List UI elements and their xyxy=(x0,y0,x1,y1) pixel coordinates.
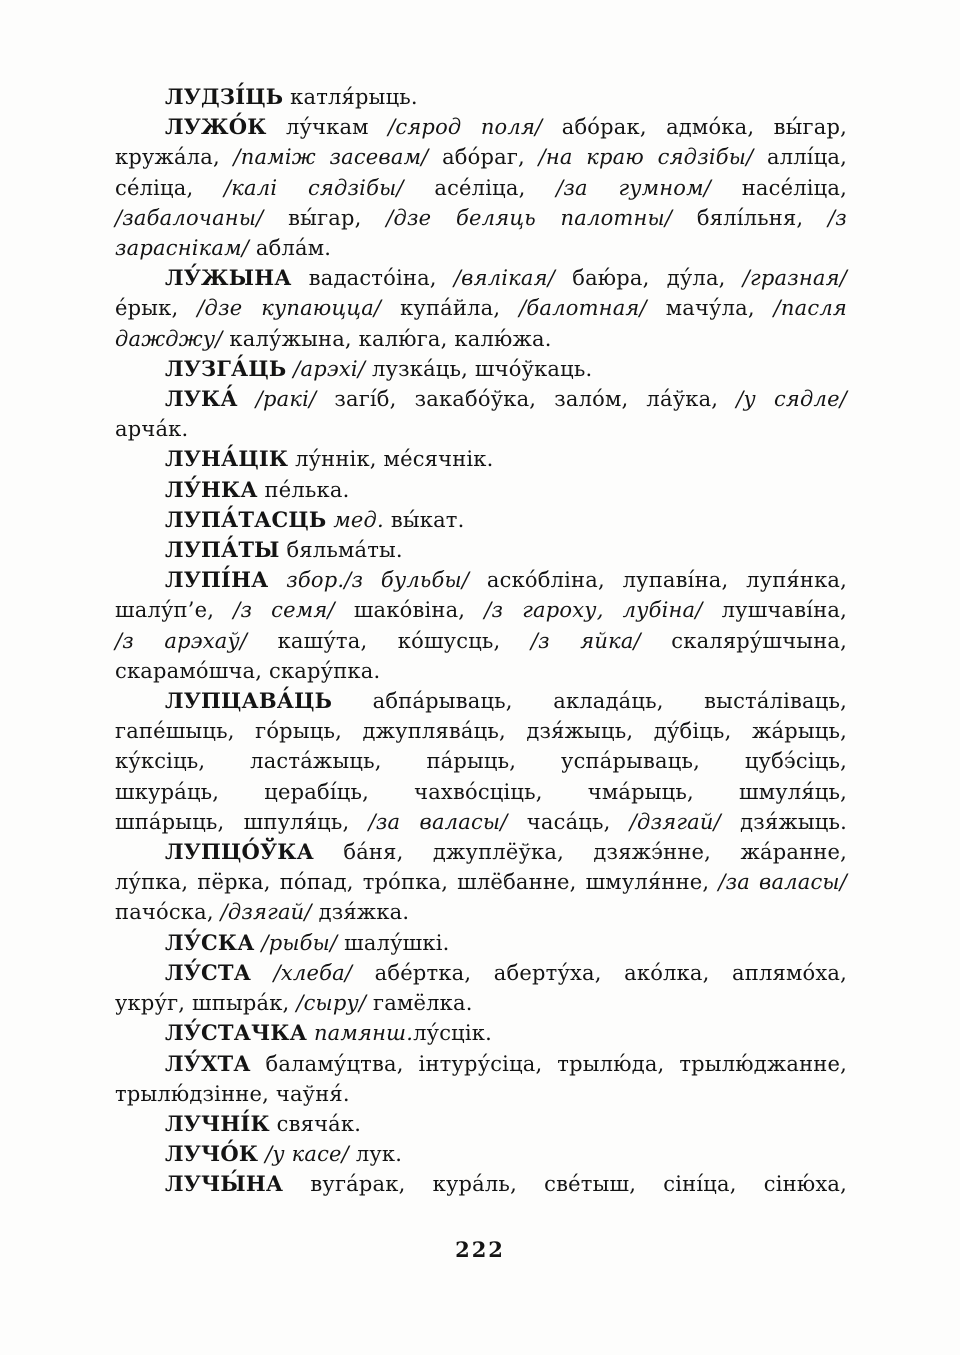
entry-first-line xyxy=(115,112,847,142)
entry-line xyxy=(115,1079,847,1109)
entry-line xyxy=(115,746,847,776)
synonyms-text: е́рык, xyxy=(115,296,198,321)
headword: ЛУКА́ xyxy=(165,386,238,412)
synonyms-text: арча́к. xyxy=(115,417,189,442)
synonyms-text: пачо́ска, xyxy=(115,900,221,925)
context-label: /сярод поля/ xyxy=(388,115,543,140)
context-label: /пасля xyxy=(773,296,847,321)
context-label: /з яйка/ xyxy=(530,628,641,653)
context-label: /у касе/ xyxy=(265,1142,349,1167)
dictionary-entry xyxy=(115,686,847,837)
entry-first-line xyxy=(115,535,847,565)
entry-line xyxy=(115,777,847,807)
synonyms-text: ку́ксіць, ласта́жыць, па́рыць, успа́рываць, цубэ́сіць, xyxy=(115,749,847,774)
context-label: /з семя/ xyxy=(233,598,335,623)
synonyms-text: абе́ртка, аберту́ха, ако́лка, аплямо́ха, xyxy=(352,960,847,985)
headword: ЛУПЦАВА́ЦЬ xyxy=(165,688,333,714)
context-label: /дзягай/ xyxy=(629,809,721,834)
synonyms-text: лу́пка, пёрка, по́пад, тро́пка, шлёбанне, шмуля́нне, xyxy=(115,870,719,895)
dictionary-entry xyxy=(115,475,847,505)
context-label: /хлеба/ xyxy=(273,960,353,985)
context-label: /паміж засевам/ xyxy=(233,145,429,170)
context-label: /вялікая/ xyxy=(453,266,556,291)
dictionary-text-block xyxy=(115,82,847,1200)
headword: ЛУ́НКА xyxy=(165,476,258,502)
headword: ЛУЧЫ́НА xyxy=(165,1171,284,1197)
dictionary-entry xyxy=(115,958,847,1018)
entry-line xyxy=(115,293,847,323)
synonyms-text: лук. xyxy=(348,1142,403,1167)
entry-line xyxy=(115,897,847,927)
dictionary-entry xyxy=(115,837,847,928)
entry-line xyxy=(115,233,847,263)
synonyms-text xyxy=(307,1021,314,1045)
headword: ЛУ́СТАЧКА xyxy=(165,1020,308,1046)
synonyms-text: кружа́ла, xyxy=(115,145,234,170)
synonyms-text: калу́жына, калю́га, калю́жа. xyxy=(222,326,552,351)
entry-line xyxy=(115,142,847,172)
synonyms-text: пе́лька. xyxy=(257,477,350,502)
entry-line xyxy=(115,656,847,686)
context-label: /у сядле/ xyxy=(736,387,847,412)
context-label: /дзе купаюцца/ xyxy=(197,296,382,321)
context-label: /сыру/ xyxy=(296,991,367,1016)
synonyms-text: лузка́ць, шчо́ўкаць. xyxy=(365,356,593,381)
headword: ЛУ́ХТА xyxy=(165,1050,251,1076)
dictionary-entry xyxy=(115,384,847,444)
headword: ЛУ́ЖЫНА xyxy=(165,265,292,291)
context-label: дажджу/ xyxy=(115,326,223,351)
synonyms-text: насе́ліца, xyxy=(711,175,847,200)
entry-first-line xyxy=(115,475,847,505)
entry-line xyxy=(115,595,847,625)
context-label: /арэхі/ xyxy=(293,356,366,381)
synonyms-text: баламу́цтва, інтуру́сіца, трылю́да, трылю́джанне, xyxy=(250,1051,847,1076)
entry-line xyxy=(115,626,847,656)
entry-line xyxy=(115,324,847,354)
dictionary-entry xyxy=(115,82,847,112)
synonyms-text: шако́віна, xyxy=(334,598,485,623)
context-label: /рыбы/ xyxy=(261,930,338,955)
synonyms-text: бялі́льня, xyxy=(672,205,829,230)
context-label: збор./з бульбы/ xyxy=(286,568,470,593)
synonyms-text: шалу́п’е, xyxy=(115,598,234,623)
headword: ЛУЧНІ́К xyxy=(165,1110,270,1136)
dictionary-entry xyxy=(115,1018,847,1048)
entry-first-line xyxy=(115,958,847,988)
dictionary-entry xyxy=(115,1139,847,1169)
synonyms-text: лушчаві́на, xyxy=(702,598,847,623)
dictionary-entry xyxy=(115,1109,847,1139)
context-label: /гразная/ xyxy=(742,266,847,291)
dictionary-entry xyxy=(115,1169,847,1199)
headword: ЛУ́СТА xyxy=(165,959,252,985)
entry-line xyxy=(115,867,847,897)
synonyms-text: трылю́дзінне, чаўня́. xyxy=(115,1081,350,1106)
synonyms-text: вуга́рак, кура́ль, све́тыш, сіні́ца, сіню́ха, xyxy=(283,1172,847,1197)
dictionary-entry xyxy=(115,535,847,565)
entry-line xyxy=(115,988,847,1018)
synonyms-text: кашу́та, ко́шусць, xyxy=(247,628,531,653)
synonyms-text: лу́сцік. xyxy=(413,1021,492,1046)
entry-first-line xyxy=(115,565,847,595)
synonyms-text: гапе́шыць, го́рыць, джуплява́ць, дзя́жыць, ду́біць, жа́рыць, xyxy=(115,719,847,744)
entry-first-line xyxy=(115,1049,847,1079)
context-label: /за валасы/ xyxy=(368,809,508,834)
synonyms-text xyxy=(238,387,256,411)
entry-first-line xyxy=(115,82,847,112)
headword: ЛУЧО́К xyxy=(165,1141,259,1167)
entry-first-line xyxy=(115,384,847,414)
synonyms-text: катля́рыць. xyxy=(283,85,418,109)
headword: ЛУПЦО́ЎКА xyxy=(165,839,314,865)
context-label: /забалочаны/ xyxy=(115,205,264,230)
synonyms-text: часа́ць, xyxy=(507,809,630,834)
context-label: /калі сядзібы/ xyxy=(224,175,404,200)
synonyms-text: вадасто́іна, xyxy=(291,266,454,291)
synonyms-text: ба́ня, джуплёўка, дзяжэ́нне, жа́ранне, xyxy=(313,840,847,865)
synonyms-text: аско́бліна, лупаві́на, лупя́нка, xyxy=(469,568,847,593)
entry-first-line xyxy=(115,1169,847,1199)
entry-first-line xyxy=(115,928,847,958)
synonyms-text: абла́м. xyxy=(249,236,332,261)
dictionary-entry xyxy=(115,1049,847,1109)
synonyms-text: укру́г, шпыра́к, xyxy=(115,991,297,1016)
entry-line xyxy=(115,807,847,837)
synonyms-text: або́рак, адмо́ка, вы́гар, xyxy=(542,115,847,140)
synonyms-text: загі́б, закабо́ўка, зало́м, ла́ўка, xyxy=(316,387,737,412)
context-label: памянш. xyxy=(313,1021,414,1046)
context-label: /з гароху, лубіна/ xyxy=(484,598,703,623)
entry-first-line xyxy=(115,1109,847,1139)
context-label: /ракі/ xyxy=(255,387,317,412)
dictionary-entry xyxy=(115,112,847,263)
headword: ЛУПІ́НА xyxy=(165,567,269,593)
headword: ЛУНА́ЦІК xyxy=(165,446,289,472)
entry-line xyxy=(115,716,847,746)
synonyms-text: се́ліца, xyxy=(115,175,225,200)
entry-first-line xyxy=(115,1139,847,1169)
context-label: /балотная/ xyxy=(519,296,647,321)
synonyms-text: шкура́ць, церабі́ць, чахво́сціць, чма́рыць, шмуля́ць, xyxy=(115,779,847,804)
synonyms-text: дзя́жка. xyxy=(311,900,410,925)
synonyms-text: свяча́к. xyxy=(269,1111,362,1136)
synonyms-text: лу́ннік, ме́сячнік. xyxy=(288,447,494,472)
context-label: /з xyxy=(828,205,847,230)
page-number: 222 xyxy=(455,1237,505,1262)
headword: ЛУЗГА́ЦЬ xyxy=(165,355,287,381)
entry-first-line xyxy=(115,686,847,716)
context-label: мед. xyxy=(333,507,384,532)
synonyms-text: купа́йла, xyxy=(381,296,520,321)
synonyms-text: шпа́рыць, шпуля́ць, xyxy=(115,809,369,834)
synonyms-text: лу́чкам xyxy=(266,115,389,140)
synonyms-text: мачу́ла, xyxy=(646,296,774,321)
synonyms-text: абпа́рываць, аклада́ць, выста́ліваць, xyxy=(332,689,847,714)
dictionary-entry xyxy=(115,928,847,958)
synonyms-text: вы́гар, xyxy=(263,205,387,230)
dictionary-entry xyxy=(115,354,847,384)
synonyms-text: баю́ра, ду́ла, xyxy=(555,266,743,291)
synonyms-text: асе́ліца, xyxy=(403,175,557,200)
synonyms-text xyxy=(268,568,286,592)
synonyms-text: дзя́жыць. xyxy=(720,809,848,834)
context-label: /дзе беляць палотны/ xyxy=(386,205,673,230)
headword: ЛУПА́ТЫ xyxy=(165,537,280,563)
entry-line xyxy=(115,414,847,444)
entry-first-line xyxy=(115,444,847,474)
entry-line xyxy=(115,173,847,203)
context-label: /за валасы/ xyxy=(718,870,847,895)
context-label: /на краю сядзібы/ xyxy=(538,145,754,170)
entry-first-line xyxy=(115,837,847,867)
context-label: /за гумном/ xyxy=(556,175,712,200)
dictionary-entry xyxy=(115,505,847,535)
synonyms-text: або́раг, xyxy=(428,145,539,170)
entry-first-line xyxy=(115,505,847,535)
headword: ЛУПА́ТАСЦЬ xyxy=(165,506,327,532)
context-label: /з арэхаў/ xyxy=(115,628,248,653)
dictionary-entry xyxy=(115,263,847,354)
headword: ЛУ́СКА xyxy=(165,929,255,955)
context-label: зараснікам/ xyxy=(115,236,249,261)
synonyms-text: вы́кат. xyxy=(383,507,465,532)
dictionary-entry xyxy=(115,444,847,474)
headword: ЛУЖО́К xyxy=(165,114,267,140)
synonyms-text: шалу́шкі. xyxy=(337,930,450,955)
entry-first-line xyxy=(115,1018,847,1048)
entry-first-line xyxy=(115,354,847,384)
synonyms-text: аллі́ца, xyxy=(753,145,848,170)
synonyms-text: бяльма́ты. xyxy=(279,538,403,563)
synonyms-text: скарамо́шча, скару́пка. xyxy=(115,658,381,683)
entry-line xyxy=(115,203,847,233)
headword: ЛУДЗІ́ЦЬ xyxy=(165,84,284,109)
entry-first-line xyxy=(115,263,847,293)
synonyms-text: скаляру́шчына, xyxy=(640,628,847,653)
dictionary-entry xyxy=(115,565,847,686)
synonyms-text xyxy=(251,961,274,985)
synonyms-text: гамёлка. xyxy=(366,991,473,1016)
context-label: /дзягай/ xyxy=(220,900,312,925)
